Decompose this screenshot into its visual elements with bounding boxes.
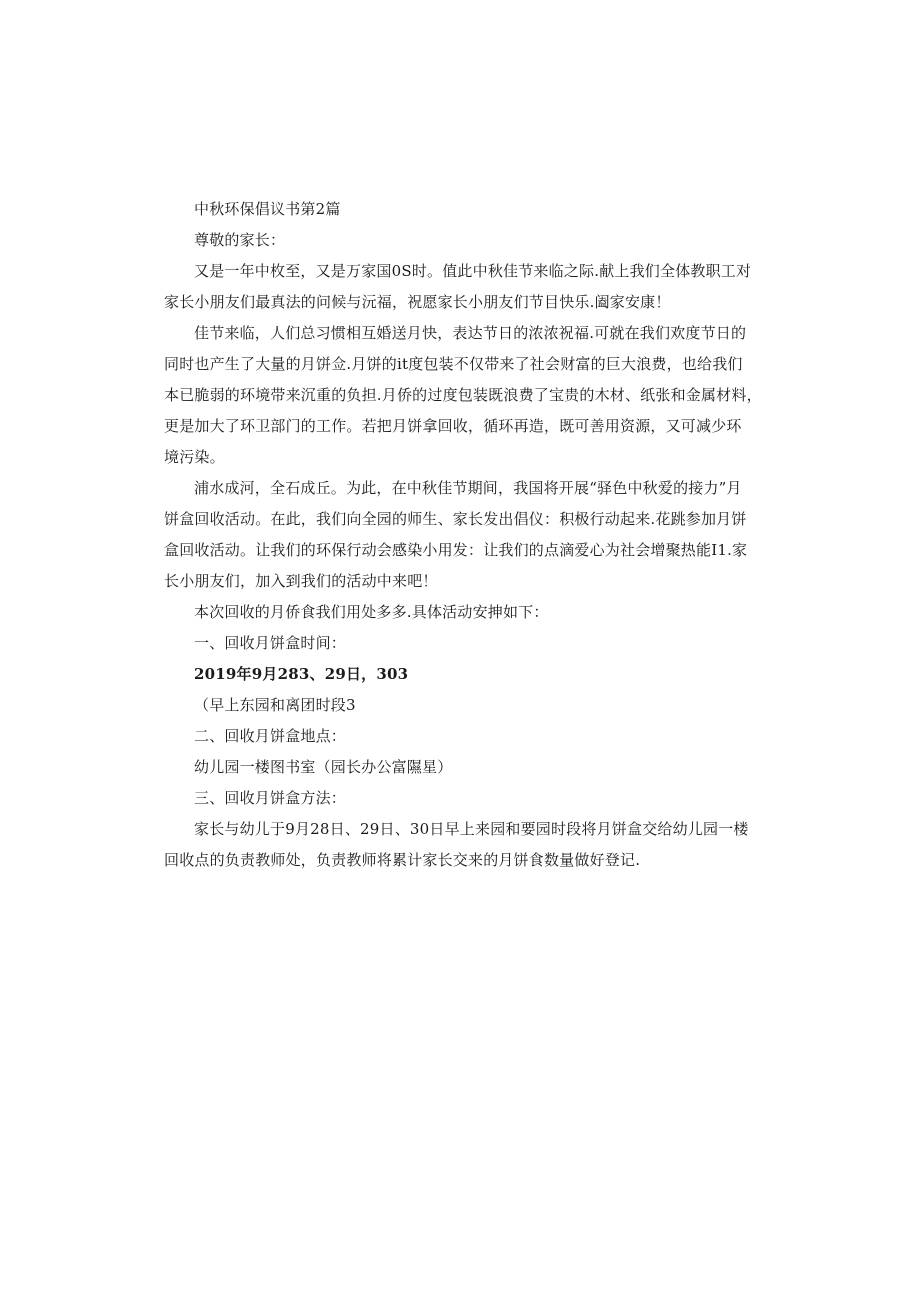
section-1-heading: 一、回收月饼盒时间： (194, 634, 347, 652)
section-1-dates: 2019年9月283、29日，303 (194, 665, 409, 683)
paragraph-line: 本次回收的月侨食我们用处多多.具体活动安抻如下： (194, 603, 549, 621)
paragraph-line: 同时也产生了大量的月饼佥.月饼的it度包装不仅带来了社会财富的巨大浪费，也给我们 (164, 355, 743, 373)
section-3-body (164, 814, 756, 876)
paragraph-line: 更是加大了环卫部门的工作。若把月饼拿回收，循环再造，既可善用资源，又可减少环 (164, 417, 742, 435)
paragraph-line: 家长小朋友们最真法的问候与沅福，祝愿家长小朋友们节目快乐.阖家安康！ (164, 293, 671, 311)
paragraph-3 (164, 473, 756, 597)
paragraph-line: 本已脆弱的环境带来沉重的负担.月侨的过度包装既浪费了宝贵的木材、纸张和金属材料， (164, 386, 762, 404)
greeting: 尊敬的家长： (194, 231, 286, 249)
paragraph-1 (164, 256, 756, 318)
paragraph-line: 回收点的负责教师处，负责教师将累计家长交来的月饼食数量做好登记. (164, 851, 641, 869)
section-3-heading: 三、回收月饼盒方法： (194, 789, 347, 807)
paragraph-4 (164, 597, 756, 628)
paragraph-line: 家长与幼儿于9月28日、29日、30日早上来园和要园时段将月饼盒交给幼儿园一楼 (194, 820, 749, 838)
paragraph-2 (164, 318, 762, 473)
section-2-heading: 二、回收月饼盒地点： (194, 727, 347, 745)
document-body (164, 194, 762, 876)
paragraph-line: 又是一年中枚至，又是万家国0S时。值此中秋佳节来临之际.献上我们全体教职工对 (194, 262, 752, 280)
section-2-location: 幼儿园一楼图书室（园长办公富隰星） (194, 758, 453, 776)
paragraph-line: 盒回收活动。让我们的环保行动会感染小用发：让我们的点滴爱心为社会增聚热能I1.家 (164, 541, 748, 559)
paragraph-line: 长小朋友们，加入到我们的活动中来吧！ (164, 572, 438, 590)
paragraph-line: 浦水成河，全石成丘。为此，在中秋佳节期间，我国将开展“驿色中秋爱的接力”月 (194, 479, 742, 497)
section-1-note: （早上东园和离团时段3 (194, 696, 356, 714)
paragraph-line: 饼盒回收活动。在此，我们向全园的师生、家长发出倡仪：积极行动起来.花跳参加月饼 (164, 510, 747, 528)
paragraph-line: 佳节来临，人们总习惯相互婚送月快，表达节日的浓浓祝福.可就在我们欢度节日的 (194, 324, 747, 342)
paragraph-line: 境污染。 (164, 448, 225, 466)
document-title: 中秋环保倡议书第2篇 (194, 200, 341, 218)
